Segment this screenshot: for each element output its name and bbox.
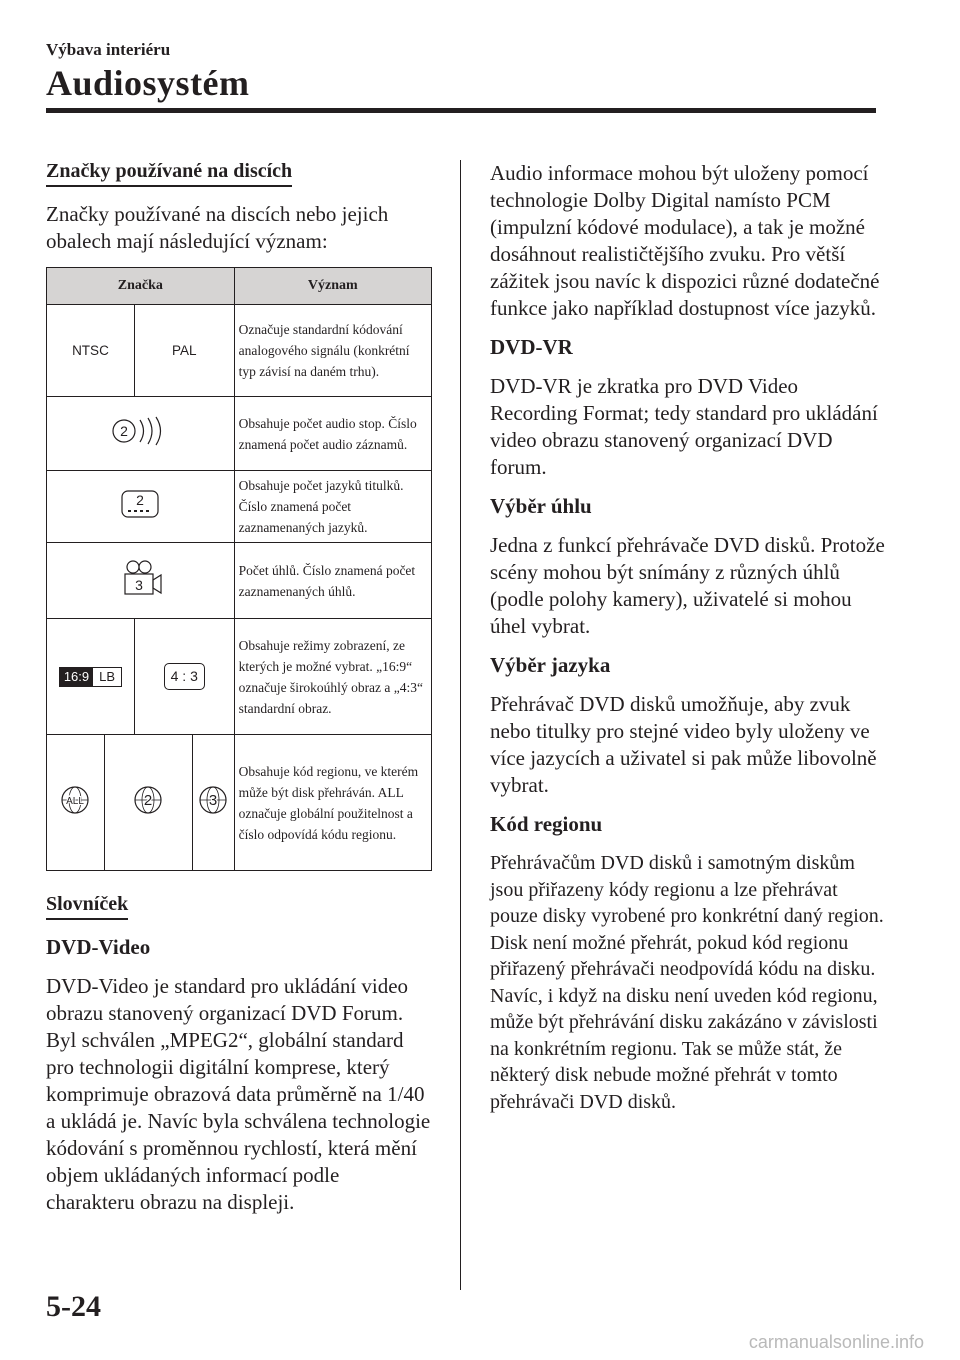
table-row xyxy=(47,397,432,471)
table-row xyxy=(47,543,432,619)
letterbox-label: LB xyxy=(99,669,116,684)
angle-text: Jedna z funkcí přehrávače DVD disků. Protože scény mohou být snímány z různých úhlů (podle polohy kamery), uživatelé si mohou úhel vybrat. xyxy=(490,533,885,638)
table-header-row xyxy=(47,268,432,305)
col-header-meaning: Význam xyxy=(234,268,431,305)
dvd-vr-text: DVD-VR je zkratka pro DVD Video Recording Format; tedy standard pro ukládání video obrazu stanovený organizací DVD forum. xyxy=(490,374,878,479)
glossary-heading: Slovníček xyxy=(46,893,128,920)
meaning-cell: Označuje standardní kódování analogového signálu (konkrétní typ závisí na daném trhu). xyxy=(234,305,431,397)
marks-intro: Značky používané na discích nebo jejich obalech mají následující význam: xyxy=(46,202,389,253)
region-text-1: Přehrávačům DVD disků i samotným diskům jsou přiřazeny kódy regionu a lze přehrávat pouze disky vyrobené pro konkrétní daný region. xyxy=(490,852,884,927)
region-text-3: Navíc, i když na disku není uveden kód regionu, může být přehrávání disku zakázáno v závislosti na konkrétním regionu. Tak se může stát, že některý disk nebude možné přehrát v tomto přehrávači DVD disků. xyxy=(490,984,878,1113)
audio-text: Audio informace mohou být uloženy pomocí technologie Dolby Digital namísto PCM (impulzní kódové modulace), a tak je možné dosáhnout realističtějšího zvuku. Pro větší zážitek jsou navíc k dispozici různé dodatečné funkce jako například dostupnost více jazyků. xyxy=(490,161,880,320)
camera-angle-icon xyxy=(47,543,235,619)
widescreen-lb-icon xyxy=(47,619,135,735)
subtitle-icon xyxy=(47,471,235,543)
col-header-mark: Značka xyxy=(47,268,235,305)
language-title: Výběr jazyka xyxy=(490,653,611,677)
widescreen-label: 16:9 xyxy=(60,668,93,686)
pal-mark: PAL xyxy=(134,305,234,397)
meaning-cell: Obsahuje režimy zobrazení, ze kterých je možné vybrat. „16:9“ označuje širokoúhlý obraz a „4:3“ standardní obraz. xyxy=(234,619,431,735)
meaning-cell: Obsahuje kód regionu, ve kterém může být disk přehráván. ALL označuje globální použitelnost a číslo odpovídá kódu regionu. xyxy=(234,735,431,871)
audio-tracks-icon xyxy=(47,397,235,471)
dvd-vr-title: DVD-VR xyxy=(490,335,573,359)
dvd-video-title: DVD-Video xyxy=(46,935,151,959)
angle-number: 3 xyxy=(135,576,144,593)
meaning-cell: Počet úhlů. Číslo znamená počet zaznamenaných úhlů. xyxy=(234,543,431,619)
ntsc-mark: NTSC xyxy=(47,305,135,397)
audio-tracks-number: 2 xyxy=(120,422,129,439)
disc-marks-table xyxy=(46,267,432,871)
section-label: Výbava interiéru xyxy=(46,40,171,59)
region-2-number: 2 xyxy=(144,791,153,809)
subtitle-number: 2 xyxy=(136,491,145,508)
standard-aspect-label: 4 : 3 xyxy=(164,663,205,690)
watermark: carmanualsonline.info xyxy=(748,1332,924,1352)
page-number: 5-24 xyxy=(46,1290,101,1323)
standard-aspect-icon xyxy=(134,619,234,735)
chapter-rule xyxy=(46,108,876,113)
region-2-icon xyxy=(104,735,192,871)
meaning-cell: Obsahuje počet jazyků titulků. Číslo znamená počet zaznamenaných jazyků. xyxy=(234,471,431,543)
column-divider xyxy=(460,160,461,1290)
region-3-number: 3 xyxy=(208,791,218,809)
region-title: Kód regionu xyxy=(490,812,603,836)
region-all-label: ALL xyxy=(66,795,85,807)
table-row xyxy=(47,619,432,735)
region-text-2: Disk není možné přehrát, pokud kód regionu přiřazený přehrávači neodpovídá kódu na disku. xyxy=(490,931,876,980)
region-all-icon xyxy=(47,735,105,871)
region-3-icon xyxy=(192,735,234,871)
right-column xyxy=(490,160,890,1115)
language-text: Přehrávač DVD disků umožňuje, aby zvuk nebo titulky pro stejné video byly uloženy ve více jazycích a uživatel si pak může libovolně vybrat. xyxy=(490,692,877,797)
marks-heading: Značky používané na discích xyxy=(46,160,292,187)
table-row xyxy=(47,305,432,397)
left-column xyxy=(46,160,432,1228)
angle-title: Výběr úhlu xyxy=(490,494,592,518)
table-row xyxy=(47,735,432,871)
table-row xyxy=(47,471,432,543)
chapter-title: Audiosystém xyxy=(46,63,250,103)
dvd-video-text: DVD-Video je standard pro ukládání video obrazu stanovený organizací DVD Forum. Byl schválen „MPEG2“, globální standard pro technologii digitální komprese, který komprimuje obrazová data průměrně na 1/40 a ukládá je. Navíc byla schválena technologie kódování s proměnnou rychlostí, která mění objem ukládaných informací podle charakteru obrazu na displeji. xyxy=(46,974,431,1214)
meaning-cell: Obsahuje počet audio stop. Číslo znamená počet audio záznamů. xyxy=(234,397,431,471)
